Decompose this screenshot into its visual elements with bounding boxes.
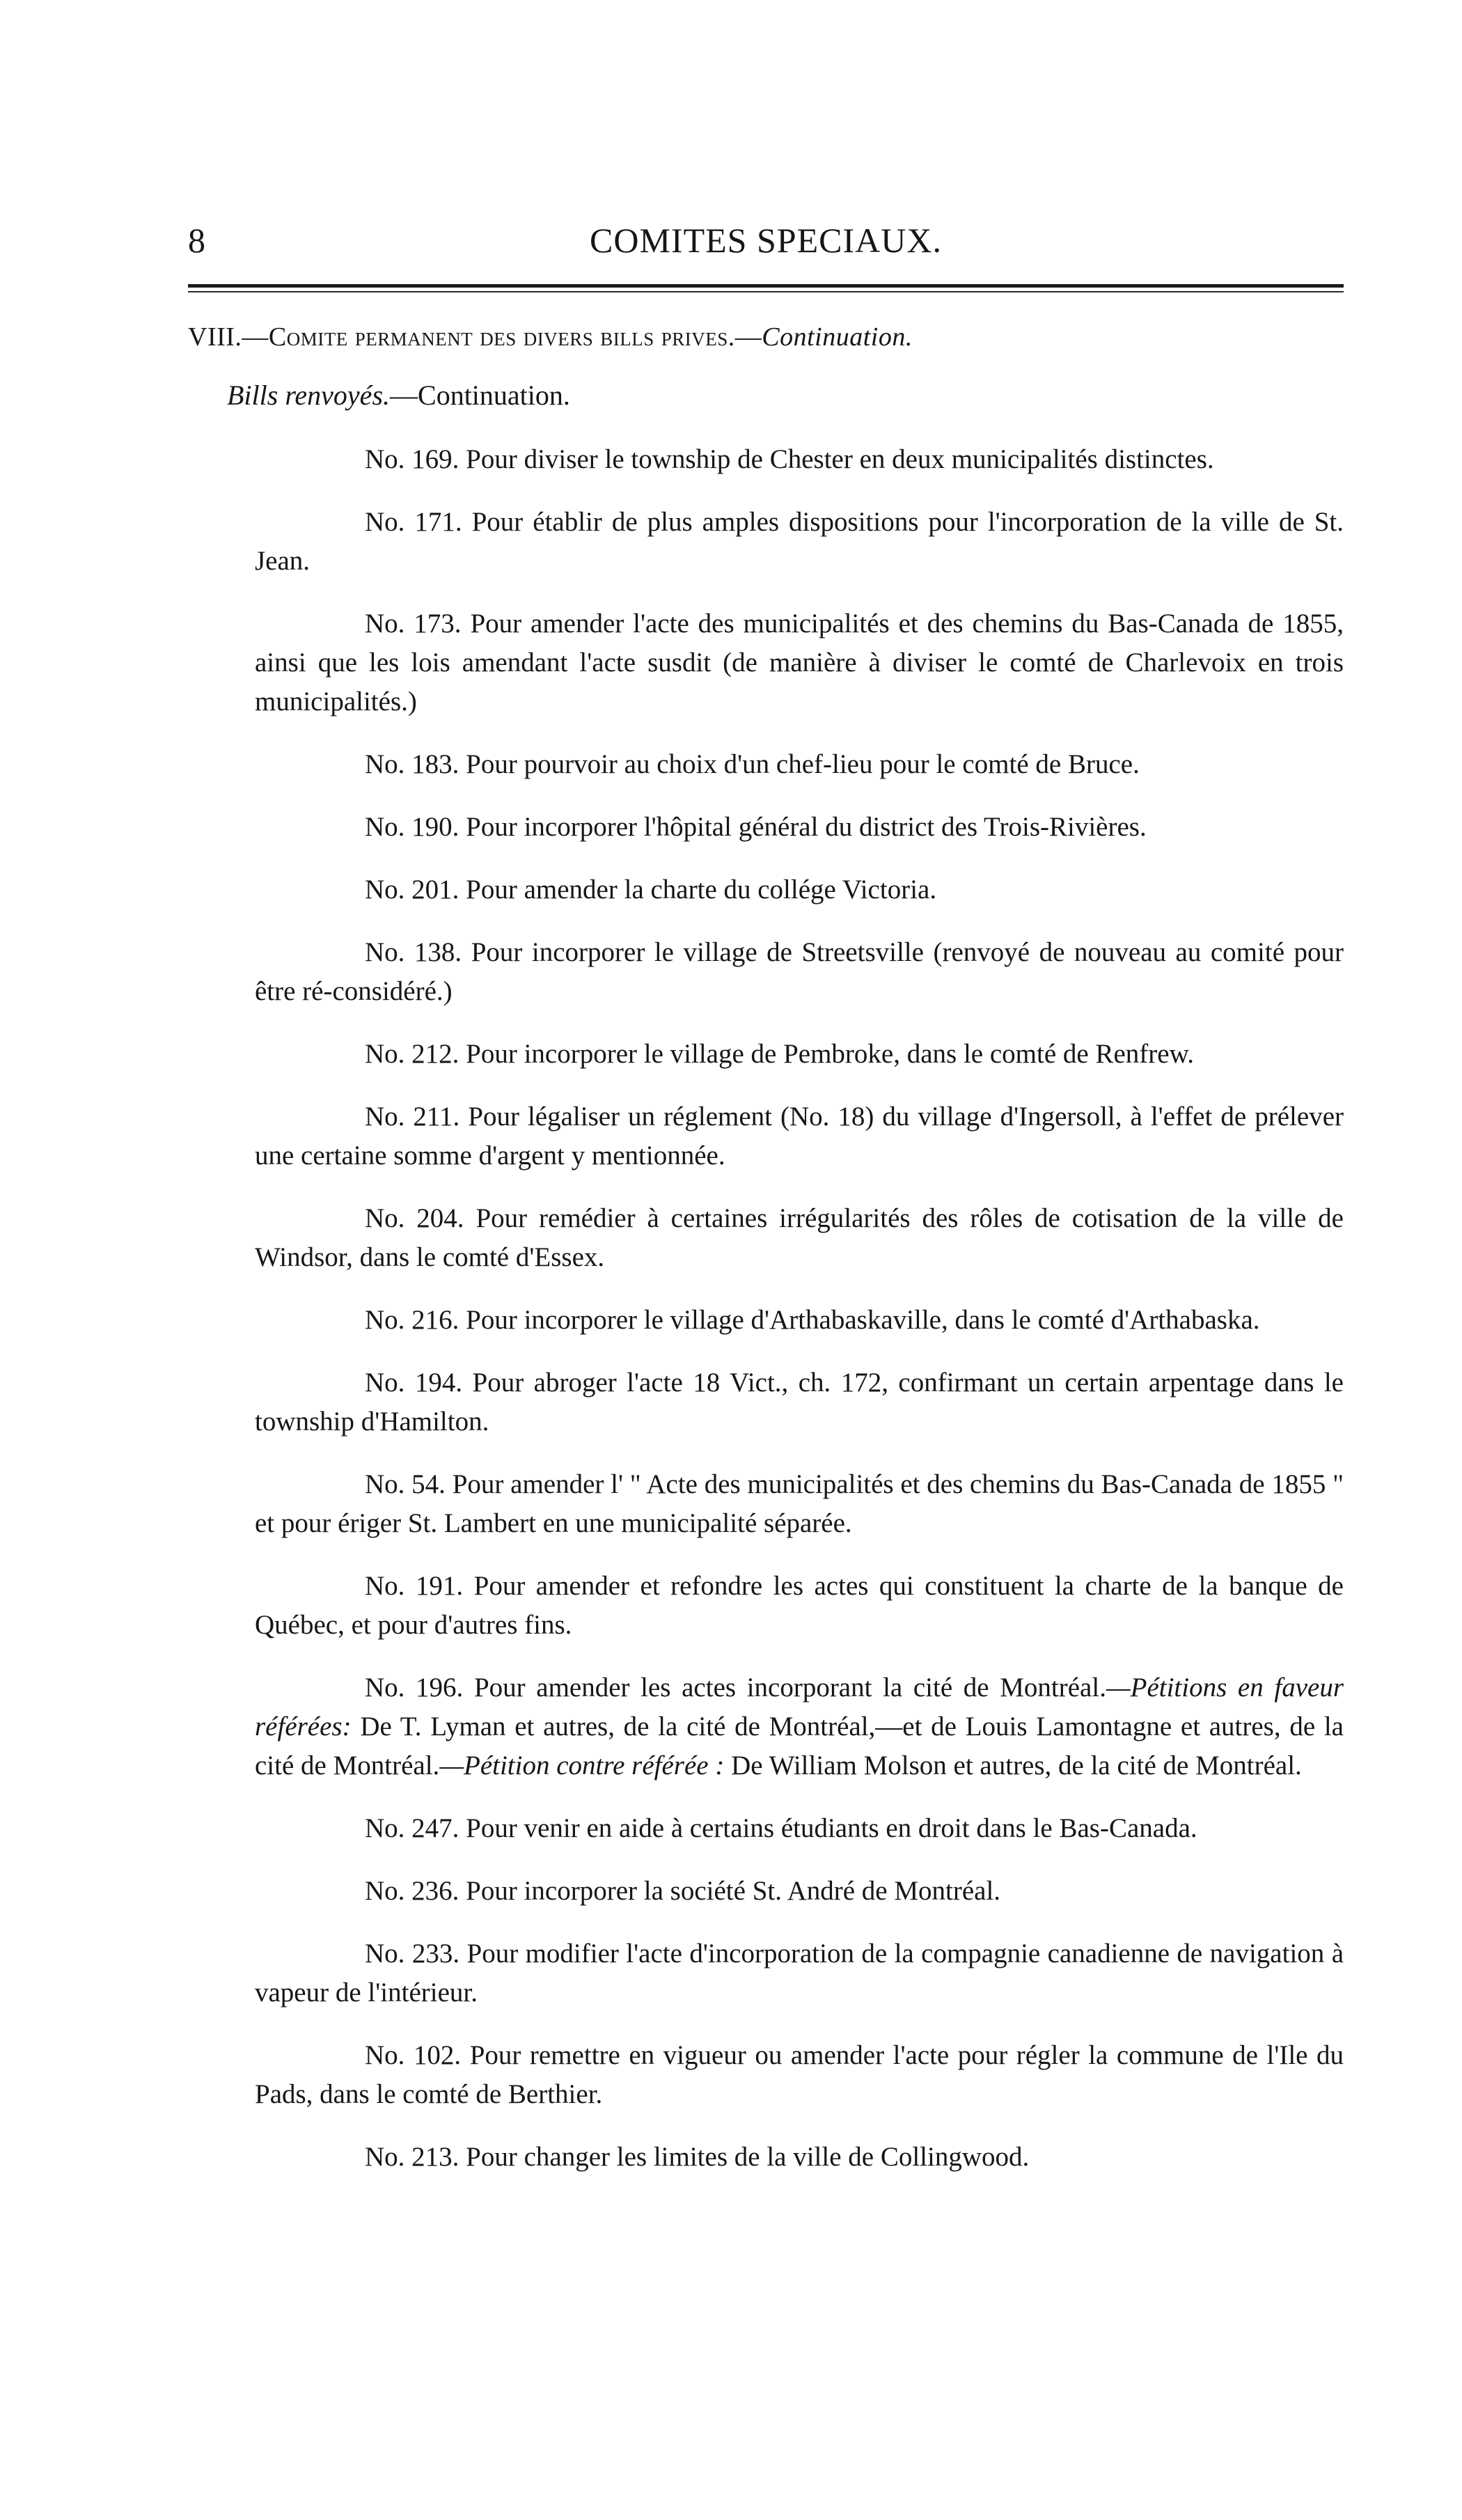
section-continuation: Continuation. bbox=[762, 322, 913, 352]
bill-text: Pour amender l'acte des municipalités et des chemins du Bas-Canada de 1855, ainsi que les lois amendant l'acte susdit (de manière à diviser le comté de Charlevoix en trois municipalités.) bbox=[255, 609, 1344, 717]
bill-number: No. 102. bbox=[365, 2040, 462, 2070]
page-number: 8 bbox=[188, 221, 205, 260]
bill-number: No. 169. bbox=[365, 444, 459, 474]
bill-entry bbox=[188, 933, 1344, 1011]
section-number: VIII.— bbox=[188, 322, 269, 352]
bill-number: No. 190. bbox=[365, 812, 459, 842]
bill-number: No. 201. bbox=[365, 875, 459, 905]
bill-number: No. 183. bbox=[365, 749, 459, 779]
bill-number: No. 204. bbox=[365, 1203, 464, 1233]
header-rule-thin bbox=[188, 291, 1344, 292]
bill-text: Pour incorporer le village de Streetsville (renvoyé de nouveau au comité pour être ré-considéré.) bbox=[255, 937, 1344, 1006]
bill-number: No. 216. bbox=[365, 1305, 459, 1335]
bill-number: No. 211. bbox=[365, 1102, 460, 1132]
bill-text: Pour remettre en vigueur ou amender l'acte pour régler la commune de l'Ile du Pads, dans le comté de Berthier. bbox=[255, 2040, 1344, 2109]
bill-entry bbox=[188, 870, 1344, 909]
petition-label-against: —Pétition contre référée : bbox=[439, 1751, 725, 1781]
bill-text: Pour amender la charte du collége Victoria. bbox=[466, 875, 937, 905]
bill-text: Pour venir en aide à certains étudiants en droit dans le Bas-Canada. bbox=[466, 1813, 1197, 1843]
bill-text: Pour établir de plus amples dispositions pour l'incorporation de la ville de St. Jean. bbox=[255, 507, 1344, 576]
bill-text: Pour incorporer la société St. André de Montréal. bbox=[466, 1876, 1001, 1906]
header-rule-thick bbox=[188, 284, 1344, 288]
bill-number: No. 194. bbox=[365, 1368, 463, 1398]
bill-entry bbox=[188, 1668, 1344, 1785]
petition-label-for: —Pétitions en faveur référées: bbox=[255, 1673, 1344, 1742]
bill-number: No. 138. bbox=[365, 937, 462, 967]
bill-number: No. 191. bbox=[365, 1571, 464, 1601]
bill-text: Pour incorporer le village d'Arthabaskaville, dans le comté d'Arthabaska. bbox=[466, 1305, 1260, 1335]
subheading bbox=[188, 375, 1344, 416]
page-content bbox=[188, 315, 1344, 2177]
bill-number: No. 173. bbox=[365, 609, 462, 639]
section-title: Comite permanent des divers bills prives.— bbox=[268, 322, 762, 352]
bill-text: Pour changer les limites de la ville de Collingwood. bbox=[466, 2142, 1030, 2172]
bill-entry bbox=[188, 808, 1344, 847]
bill-text: Pour remédier à certaines irrégularités des rôles de cotisation de la ville de Windsor, dans le comté d'Essex. bbox=[255, 1203, 1344, 1272]
bill-text: De T. Lyman et autres, de la cité de Montréal,—et de Louis Lamontagne et autres, de la cité de Montréal. bbox=[255, 1712, 1344, 1781]
bill-entry bbox=[188, 2036, 1344, 2114]
bill-number: No. 196. bbox=[365, 1673, 464, 1703]
bill-entry bbox=[188, 745, 1344, 784]
bill-list bbox=[188, 440, 1344, 2177]
bill-entry bbox=[188, 1809, 1344, 1848]
bill-number: No. 236. bbox=[365, 1876, 459, 1906]
bill-number: No. 212. bbox=[365, 1039, 459, 1069]
bill-entry bbox=[188, 1363, 1344, 1441]
subheading-continuation: —Continuation. bbox=[390, 379, 570, 411]
bill-text: Pour abroger l'acte 18 Vict., ch. 172, confirmant un certain arpentage dans le township d'Hamilton. bbox=[255, 1368, 1344, 1437]
running-title: COMITES SPECIAUX. bbox=[590, 221, 942, 260]
bill-number: No. 247. bbox=[365, 1813, 459, 1843]
bill-entry bbox=[188, 1097, 1344, 1175]
bill-text: Pour incorporer le village de Pembroke, dans le comté de Renfrew. bbox=[466, 1039, 1194, 1069]
bill-entry bbox=[188, 1301, 1344, 1340]
bill-text: Pour amender les actes incorporant la cité de Montréal. bbox=[473, 1673, 1106, 1703]
bill-text: Pour pourvoir au choix d'un chef-lieu pour le comté de Bruce. bbox=[466, 749, 1140, 779]
bill-entry bbox=[188, 604, 1344, 721]
bill-entry bbox=[188, 440, 1344, 479]
bill-number: No. 213. bbox=[365, 2142, 459, 2172]
bill-number: No. 233. bbox=[365, 1939, 460, 1969]
bill-entry bbox=[188, 1872, 1344, 1911]
bill-text: Pour légaliser un réglement (No. 18) du village d'Ingersoll, à l'effet de prélever une certaine somme d'argent y mentionnée. bbox=[255, 1102, 1344, 1171]
bill-text: De William Molson et autres, de la cité de Montréal. bbox=[724, 1751, 1302, 1781]
bill-entry bbox=[188, 1199, 1344, 1277]
bill-text: Pour modifier l'acte d'incorporation de la compagnie canadienne de navigation à vapeur de l'intérieur. bbox=[255, 1939, 1344, 2008]
bill-number: No. 54. bbox=[365, 1469, 446, 1499]
section-heading bbox=[188, 315, 1344, 359]
bill-entry bbox=[188, 2138, 1344, 2177]
bill-entry bbox=[188, 503, 1344, 581]
bill-entry bbox=[188, 1934, 1344, 2012]
page-header bbox=[188, 209, 1344, 272]
bill-entry bbox=[188, 1567, 1344, 1645]
bill-text: Pour amender et refondre les actes qui constituent la charte de la banque de Québec, et pour d'autres fins. bbox=[255, 1571, 1344, 1640]
subheading-label: Bills renvoyés. bbox=[227, 379, 391, 411]
bill-entry bbox=[188, 1465, 1344, 1543]
bill-entry bbox=[188, 1035, 1344, 1074]
bill-number: No. 171. bbox=[365, 507, 462, 537]
bill-text: Pour incorporer l'hôpital général du district des Trois-Rivières. bbox=[466, 812, 1147, 842]
bill-text: Pour amender l' " Acte des municipalités et des chemins du Bas-Canada de 1855 " et pour ériger St. Lambert en une municipalité séparée. bbox=[255, 1469, 1344, 1538]
bill-text: Pour diviser le township de Chester en deux municipalités distinctes. bbox=[466, 444, 1214, 474]
